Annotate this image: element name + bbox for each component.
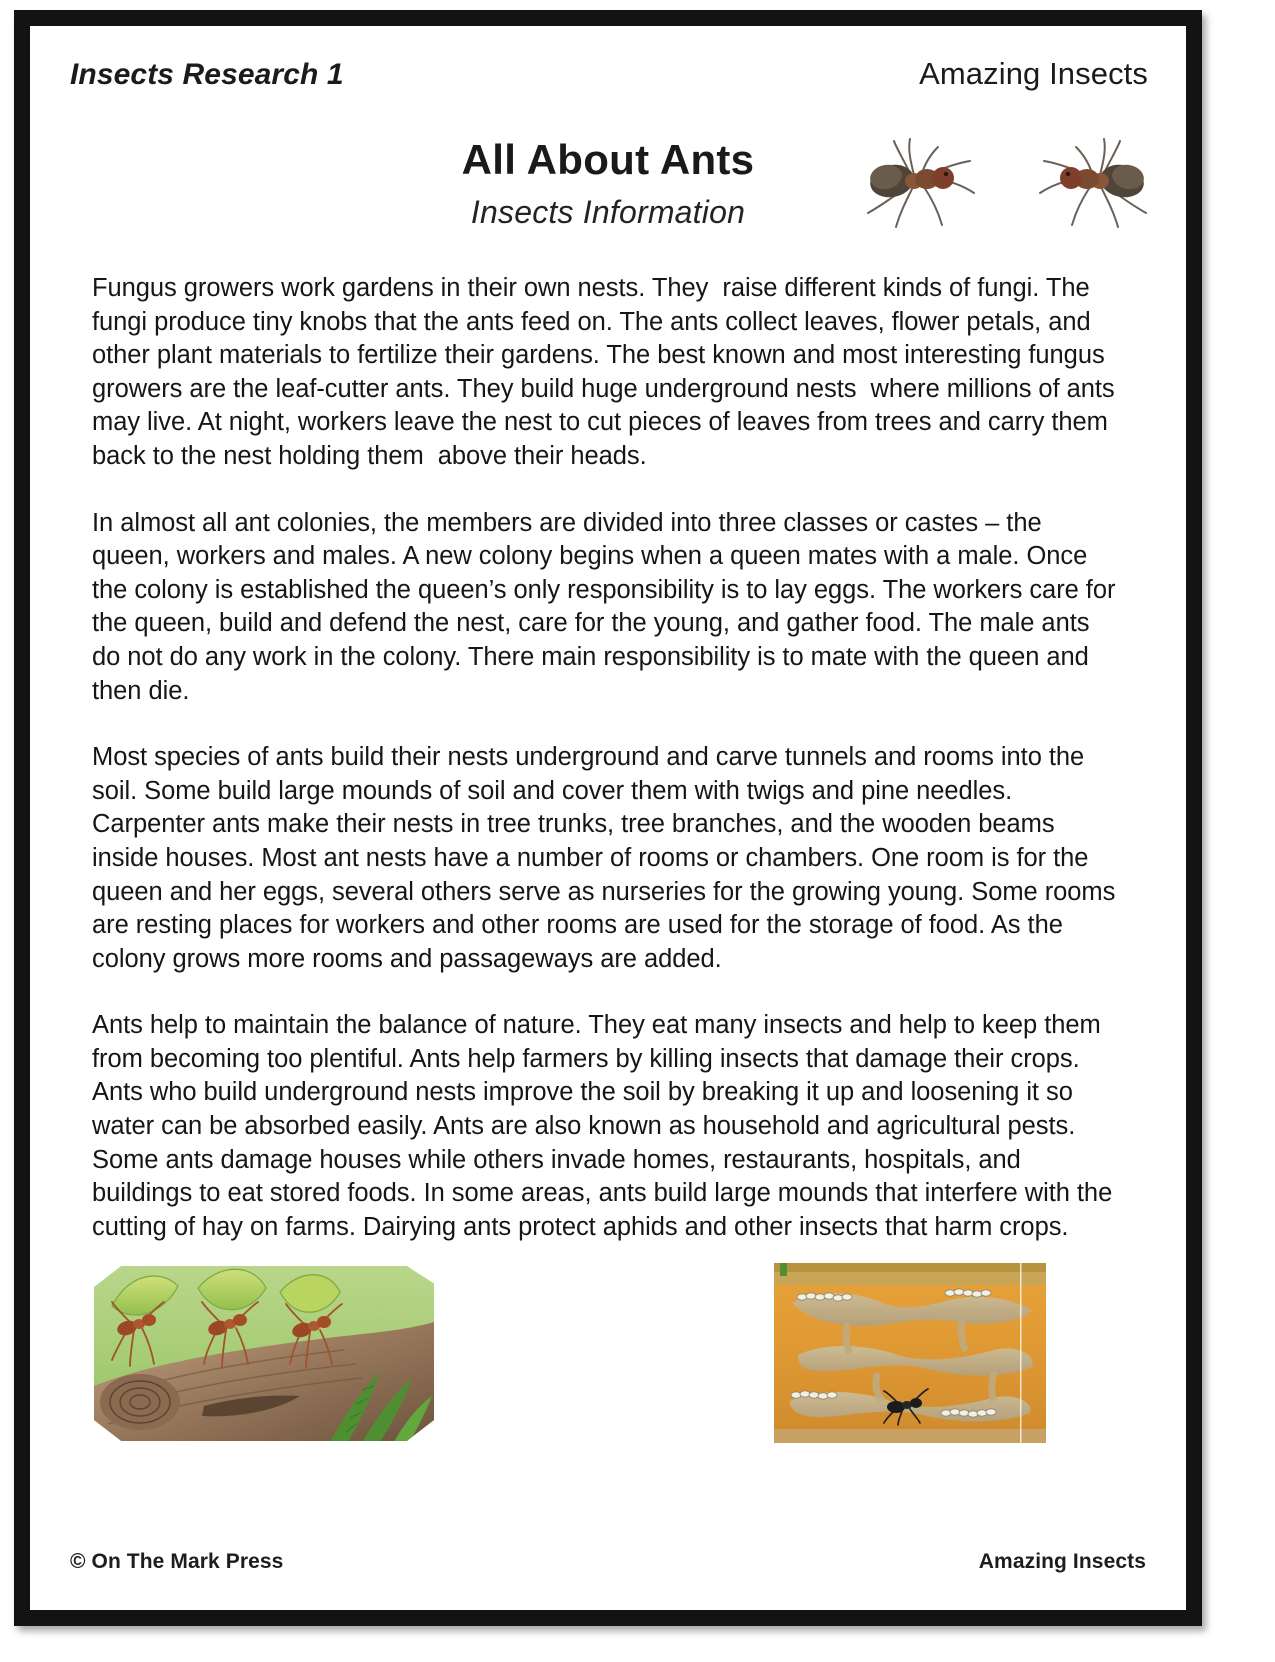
running-head xyxy=(30,56,1186,92)
running-head-left: Insects Research 1 xyxy=(70,58,344,91)
paragraph-2: In almost all ant colonies, the members are divided into three classes or castes – the queen, workers and males. A new colony begins when a queen mates with a male. Once the colony is established the queen’s only responsibility is to lay eggs. The workers care for the queen, build and defend the nest, care for the young, and gather food. The male ants do not do any work in the colony. There main responsibility is to mate with the queen and then die. xyxy=(92,508,1123,705)
ant-photo-right-icon xyxy=(1012,129,1162,234)
running-head-right: Amazing Insects xyxy=(919,56,1148,91)
page-title: All About Ants xyxy=(461,136,755,183)
leafcutter-ants-image xyxy=(94,1266,434,1441)
footer-series-title: Amazing Insects xyxy=(978,1550,1146,1573)
ant-photo-left-icon xyxy=(852,129,1002,234)
paragraph-3: Most species of ants build their nests underground and carve tunnels and rooms into the soil. Some build large mounds of soil and cover them with twigs and pine needles. Carpenter ants make their nests in tree trunks, tree branches, and the wooden beams inside houses. Most ant nests have a number of rooms or chambers. One room is for the queen and her eggs, several others serve as nurseries for the growing young. Some rooms are resting places for workers and other rooms are used for the storage of food. As the colony grows more rooms and passageways are added. xyxy=(92,743,1123,973)
header-ant-images xyxy=(846,129,1166,237)
page-footer xyxy=(30,1550,1186,1574)
page-subtitle: Insects Information xyxy=(470,194,746,231)
article-body xyxy=(92,272,1123,1244)
paragraph-1: Fungus growers work gardens in their own nests. They raise different kinds of fungi. The fungi produce tiny knobs that the ants feed on. The ants collect leaves, flower petals, and other plant materials to fertilize their gardens. The best known and most interesting fungus growers are the leaf-cutter ants. They build huge underground nests where millions of ants may live. At night, workers leave the nest to cut pieces of leaves from trees and carry them back to the nest holding them above their heads. xyxy=(92,274,1122,470)
paragraph-4: Ants help to maintain the balance of nature. They eat many insects and help to keep them from becoming too plentiful. Ants help farmers by killing insects that damage their crops. Ants who build underground nests improve the soil by breaking it up and loosening it so water can be absorbed easily. Ants are also known as household and agricultural pests. Some ants damage houses while others invade homes, restaurants, hospitals, and buildings to eat stored foods. In some areas, ants build large mounds that interfere with the cutting of hay on farms. Dairying ants protect aphids and other insects that harm crops. xyxy=(92,1011,1120,1241)
footer-copyright: © On The Mark Press xyxy=(70,1550,284,1573)
ant-nest-cross-section-image xyxy=(774,1263,1046,1443)
page-content xyxy=(30,26,1186,1610)
bottom-figures xyxy=(30,1266,1186,1466)
